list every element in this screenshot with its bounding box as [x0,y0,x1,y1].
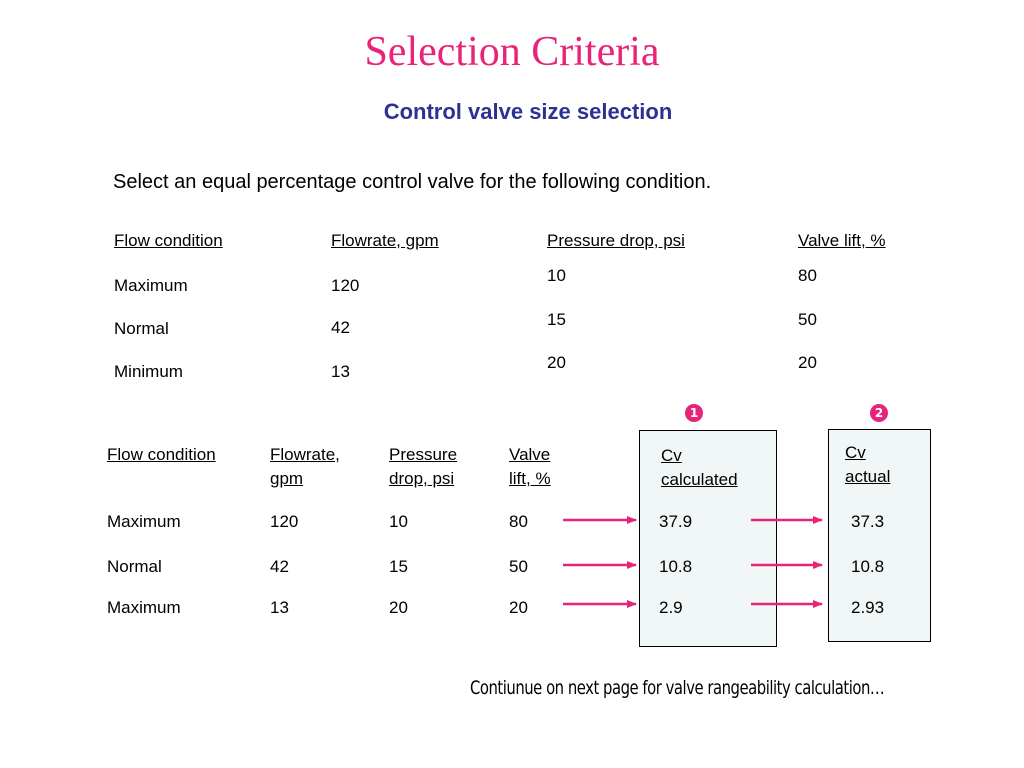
footer-note: Contiunue on next page for valve rangeability calculation… [470,677,885,699]
page-title: Selection Criteria [364,29,660,75]
t2-row2-cv-actual: 10.8 [851,557,885,576]
t2-row1-cv-actual: 37.3 [851,512,885,531]
t2-header-pressure-line2: drop, psi [389,469,455,488]
t1-row3-pressure: 20 [547,353,566,372]
t1-row1-lift: 80 [798,266,817,285]
t2-row3-pressure: 20 [389,598,408,617]
cv-calculated-header-line1: Cv [661,446,682,465]
t2-header-lift-line1: Valve [509,445,551,464]
t1-header-flow-condition: Flow condition [114,231,223,250]
page-subtitle: Control valve size selection [383,99,673,124]
t2-row2-condition: Normal [107,557,162,576]
t2-header-flowrate-line1: Flowrate, [270,445,340,464]
t1-header-valve-lift: Valve lift, % [798,231,886,250]
t2-row2-cv-calculated: 10.8 [659,557,693,576]
t2-row3-condition: Maximum [107,598,181,617]
cv-actual-header-line2: actual [845,467,891,486]
t1-row3-lift: 20 [798,353,817,372]
t1-row1-pressure: 10 [547,266,566,285]
t1-header-flowrate: Flowrate, gpm [331,231,439,250]
cv-calculated-header-line2: calculated [661,470,738,489]
t2-row2-pressure: 15 [389,557,408,576]
t2-header-flow-condition: Flow condition [107,445,216,464]
step-1-marker-icon: 1 [685,404,703,422]
t1-row2-flowrate: 42 [331,318,350,337]
t2-row1-pressure: 10 [389,512,408,531]
t2-row1-flowrate: 120 [270,512,299,531]
t1-row2-pressure: 15 [547,310,566,329]
t2-row3-lift: 20 [509,598,528,617]
t2-row1-cv-calculated: 37.9 [659,512,693,531]
t2-row3-cv-calculated: 2.9 [659,598,683,617]
t2-row1-lift: 80 [509,512,528,531]
t1-row2-condition: Normal [114,319,169,338]
t1-row2-lift: 50 [798,310,817,329]
t2-header-lift-line2: lift, % [509,469,551,488]
t2-row3-flowrate: 13 [270,598,289,617]
t2-row1-condition: Maximum [107,512,181,531]
t1-row3-flowrate: 13 [331,362,350,381]
t1-header-pressure-drop: Pressure drop, psi [547,231,685,250]
t2-row3-cv-actual: 2.93 [851,598,885,617]
cv-actual-header-line1: Cv [845,443,866,462]
t1-row1-condition: Maximum [114,276,188,295]
t2-header-flowrate-line2: gpm [270,469,304,488]
t2-row2-lift: 50 [509,557,528,576]
t2-header-pressure-line1: Pressure [389,445,458,464]
intro-text: Select an equal percentage control valve for the following condition. [113,171,712,193]
step-2-marker-icon: 2 [870,404,888,422]
t2-row2-flowrate: 42 [270,557,289,576]
t1-row3-condition: Minimum [114,362,183,381]
t1-row1-flowrate: 120 [331,276,360,295]
